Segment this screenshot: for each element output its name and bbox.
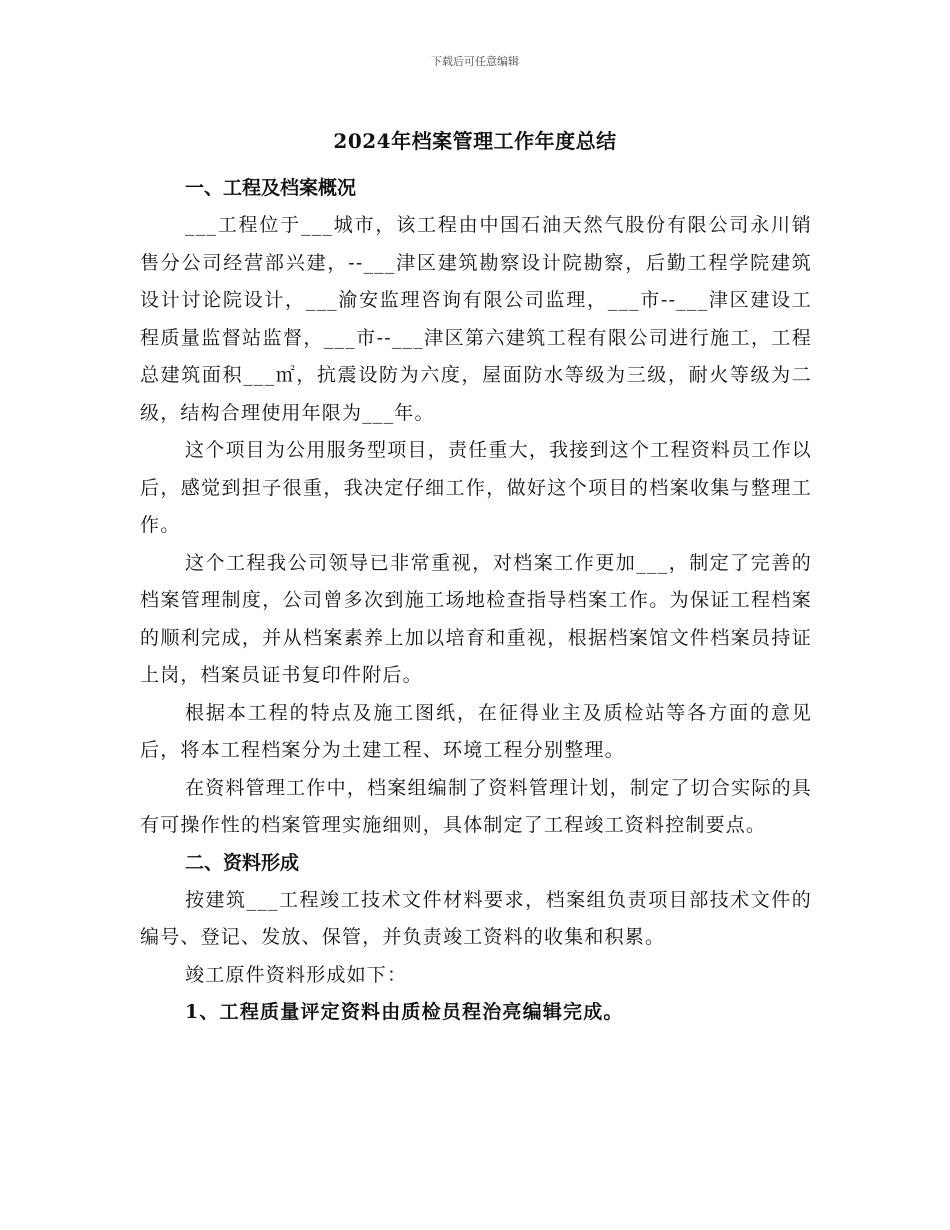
paragraph-management-system: 这个工程我公司领导已非常重视，对档案工作更加___，制定了完善的档案管理制度，公司曾多次到施工场地检查指导档案工作。为保证工程档案的顺利完成，并从档案素养上加以培育和重视，根据档案馆文件档案员持证上岗，档案员证书复印件附后。 <box>140 551 812 686</box>
section-heading-overview: 一、工程及档案概况 <box>185 177 357 199</box>
paragraph-archive-division: 根据本工程的特点及施工图纸，在征得业主及质检站等各方面的意见后，将本工程档案分为土建工程、环境工程分别整理。 <box>140 701 812 761</box>
paragraph-management-plan: 在资料管理工作中，档案组编制了资料管理计划，制定了切合实际的具有可操作性的档案管理实施细则，具体制定了工程竣工资料控制要点。 <box>140 776 812 836</box>
paragraph-document-requirements: 按建筑___工程竣工技术文件材料要求，档案组负责项目部技术文件的编号、登记、发放、保管，并负责竣工资料的收集和积累。 <box>140 888 812 948</box>
header-note: 下载后可任意编辑 <box>431 55 519 68</box>
list-item-quality-assessment: 1、工程质量评定资料由质检员程治亮编辑完成。 <box>185 1001 624 1023</box>
paragraph-responsibility: 这个项目为公用服务型项目，责任重大，我接到这个工程资料员工作以后，感觉到担子很重，我决定仔细工作，做好这个项目的档案收集与整理工作。 <box>140 439 812 536</box>
document-title: 2024年档案管理工作年度总结 <box>333 129 617 153</box>
paragraph-formation-intro: 竣工原件资料形成如下： <box>185 963 408 986</box>
paragraph-project-overview: ___工程位于___城市，该工程由中国石油天然气股份有限公司永川销售分公司经营部兴建，--___津区建筑勘察设计院勘察，后勤工程学院建筑设计讨论院设计，___渝安监理咨询有限公司监理，___市--___津区建设工程质量监督站监督，___市--___津区第六建筑工程有限公司进行施工，工程总建筑面积___㎡，抗震设防为六度，屋面防水等级为三级，耐火等级为二级，结构合理使用年限为___年。 <box>140 214 812 424</box>
section-heading-formation: 二、资料形成 <box>185 851 300 874</box>
document-body <box>140 170 812 1032</box>
